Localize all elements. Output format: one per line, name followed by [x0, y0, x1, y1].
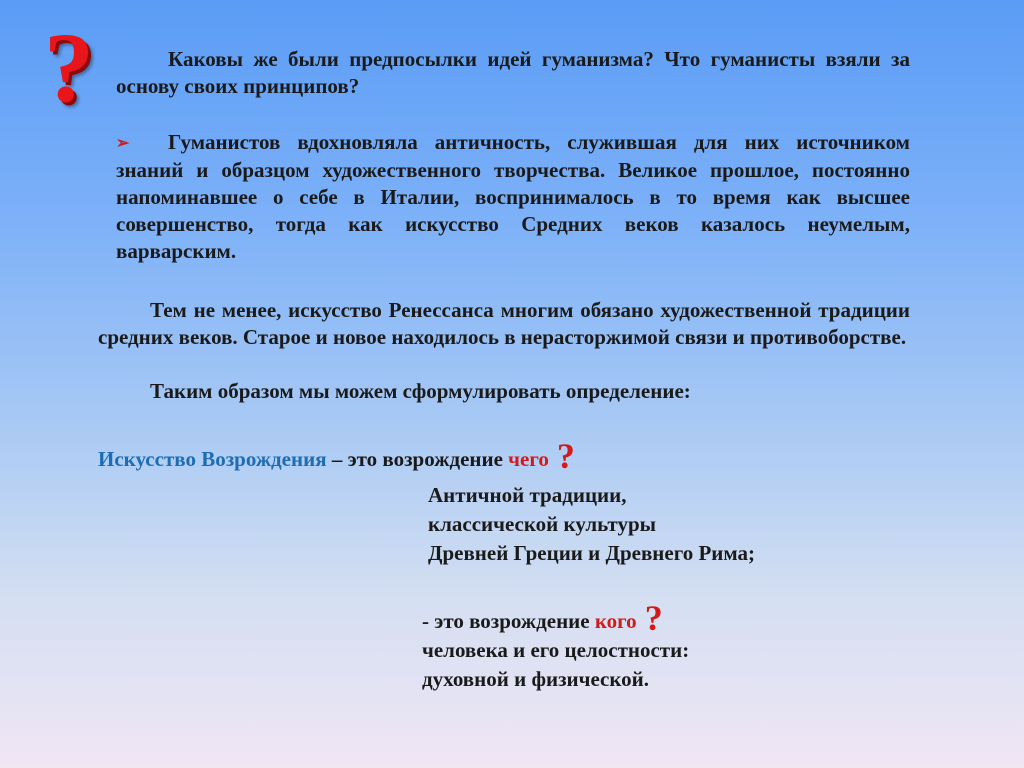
answer-list-whom	[422, 636, 689, 694]
intro-question-paragraph: Каковы же были предпосылки идей гуманизма? Что гуманисты взяли за основу своих принципов?	[116, 47, 910, 98]
renaissance-paragraph: Тем не менее, искусство Ренессанса многим обязано художественной традиции средних веков. Старое и новое находилось в нерасторжимой связи и противоборстве.	[98, 298, 910, 349]
second-question-prefix: - это возрождение	[422, 609, 595, 633]
second-question-word: кого	[594, 609, 637, 633]
answer-list-what	[428, 481, 755, 568]
small-question-mark-icon: ?	[644, 598, 663, 638]
list-item: человека и его целостности:	[422, 638, 690, 662]
definition-term: Искусство Возрождения	[98, 447, 327, 471]
list-item: духовной и физической.	[422, 667, 650, 691]
definition-line	[98, 436, 575, 479]
small-question-mark-icon: ?	[556, 436, 575, 476]
list-item: классической культуры	[428, 512, 657, 536]
second-question-line	[422, 598, 663, 641]
definition-question-word: чего	[508, 447, 549, 471]
arrow-bullet-icon: ➢	[116, 135, 130, 152]
definition-intro-paragraph	[98, 378, 910, 405]
definition-intro-text: Таким образом мы можем сформулировать определение	[150, 379, 684, 403]
question-mark-icon: ?	[44, 12, 94, 123]
list-item: Древней Греции и Древнего Рима;	[428, 541, 756, 565]
definition-dash-text: – это возрождение	[326, 447, 509, 471]
definition-intro-colon: :	[683, 379, 691, 403]
antiquity-text: Гуманистов вдохновляла античность, служившая для них источником знаний и образцом художественного творчества. Великое прошлое, постоянно напоминавшее о себе в Италии, воспринималось в то время как высшее совершенство, тогда как искусство Средних веков казалось неумелым, варварским.	[116, 130, 910, 263]
antiquity-paragraph	[116, 129, 910, 265]
list-item: Античной традиции,	[428, 483, 627, 507]
